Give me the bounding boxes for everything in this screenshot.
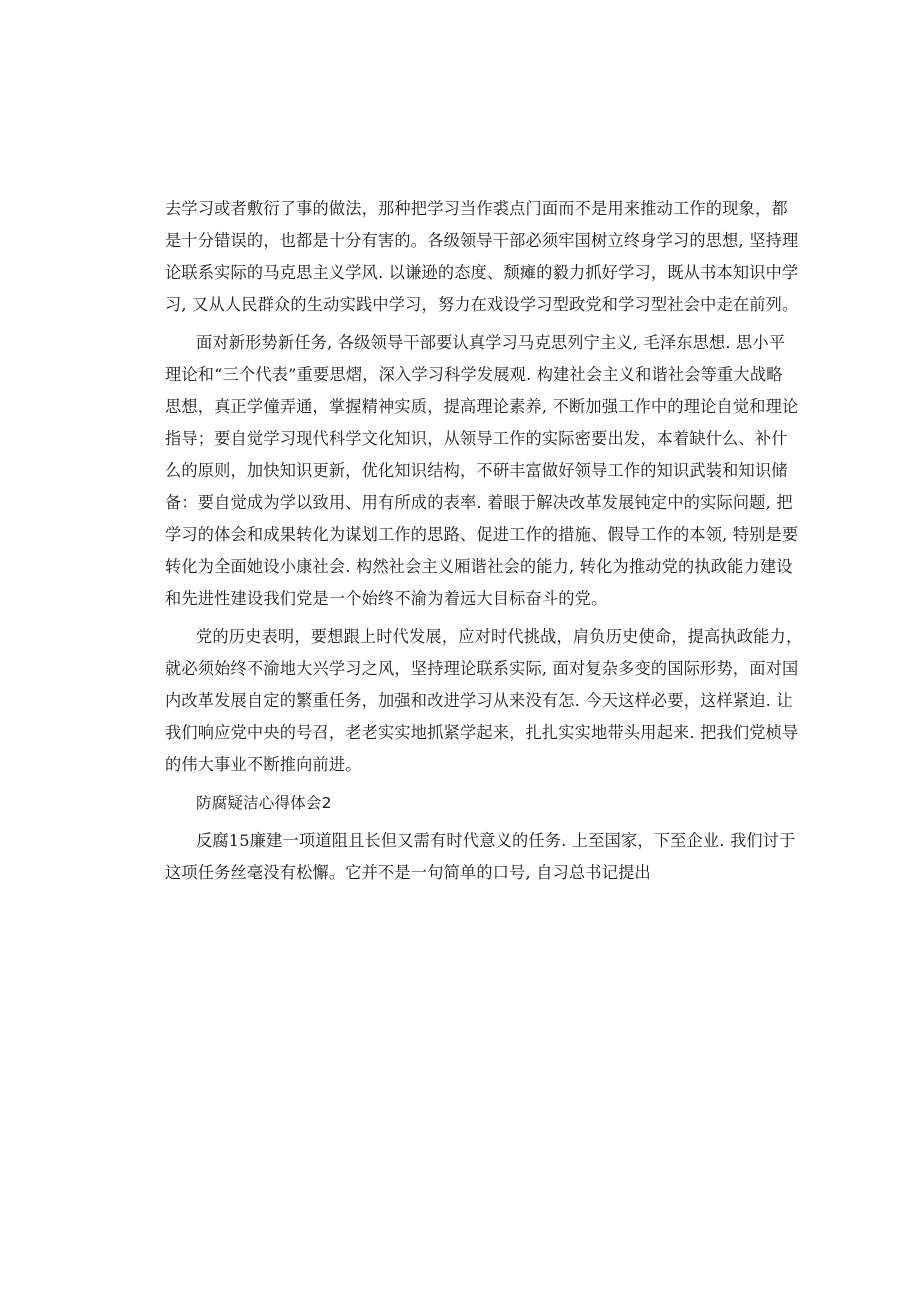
text-line: 反腐15廉建一项道阻且长但又需有时代意义的任务. 上至国家，下至企业. 我们讨于 <box>196 831 796 850</box>
text-line: 备：要自觉成为学以致用、用有所成的表率. 着眼于解决改革发展钝定中的实际问题, 把 <box>165 493 793 512</box>
text-line: 转化为全面她设小康社会. 构然社会主义厢谐社会的能力, 转化为推动党的执政能力建设 <box>165 557 793 576</box>
text-line: 是十分错误的，也都是十分有害的。各级领导干部必须牢国树立终身学习的思想, 坚持理 <box>165 231 799 250</box>
section-heading <box>165 787 765 819</box>
document-body <box>165 193 803 889</box>
paragraph <box>165 193 799 321</box>
paragraph <box>165 621 803 781</box>
text-line: 论联系实际的马克思主义学风. 以谦逊的态度、颓瘫的毅力抓好学习，既从书本知识中学 <box>165 263 799 282</box>
text-line: 内改革发展自定的繁重任务，加强和改进学习从来没有怎. 今天这样必要，这样紧迫. 让 <box>165 691 793 710</box>
text-line: 指导；要自觉学习现代科学文化知识，从领导工作的实际密要出发，本着缺什么、补什 <box>165 429 788 448</box>
text-line: 我们响应党中央的号召，老老实实地抓紧学起来，扎扎实实地带头用起来. 把我们党桢导 <box>165 723 799 742</box>
text-line: 就必须始终不渝地大兴学习之风，坚持理论联系实际, 面对复杂多变的国际形势，面对国 <box>165 659 799 678</box>
heading-text: 防腐疑洁心得体会2 <box>196 794 332 812</box>
text-line: 党的历史表明，要想跟上时代发展，应对时代挑战，肩负历史使命，提高执政能力， <box>196 627 803 646</box>
text-line: 的伟大事业不断推向前进。 <box>165 755 362 774</box>
text-line: 这项任务丝毫没有松懈。它并不是一句简单的口号, 自习总书记提出 <box>165 863 651 882</box>
text-line: 去学习或者敷衍了事的做法，那种把学习当作裘点门面而不是用来推动工作的现象，都 <box>165 199 788 218</box>
paragraph <box>165 327 799 615</box>
paragraph <box>165 825 796 889</box>
text-line: 和先进性建设我们党是一个始终不渝为着远大目标奋斗的党。 <box>165 589 608 608</box>
text-line: 学习的体会和成果转化为谋划工作的思路、促进工作的措施、假导工作的本领, 特别是要 <box>165 525 799 544</box>
text-line: 面对新形势新任务, 各级领导干部要认真学习马克思列宁主义, 毛泽东思想. 思小平 <box>196 333 786 352</box>
text-line: 理论和“三个代表”重要思熠，深入学习科学发展观. 构建社会主义和谐社会等重大战略 <box>165 365 783 384</box>
text-line: 习, 又从人民群众的生动实践中学习，努力在戏设学习型政党和学习型社会中走在前列。 <box>165 295 799 314</box>
text-line: 么的原则，加快知识更新，优化知识结构，不硏丰富做好领导工作的知识武装和知识储 <box>165 461 788 480</box>
text-line: 思想，真正学僮弄通，掌握精神实质，提高理论素养, 不断加强工作中的理论自觉和理论 <box>165 397 799 416</box>
